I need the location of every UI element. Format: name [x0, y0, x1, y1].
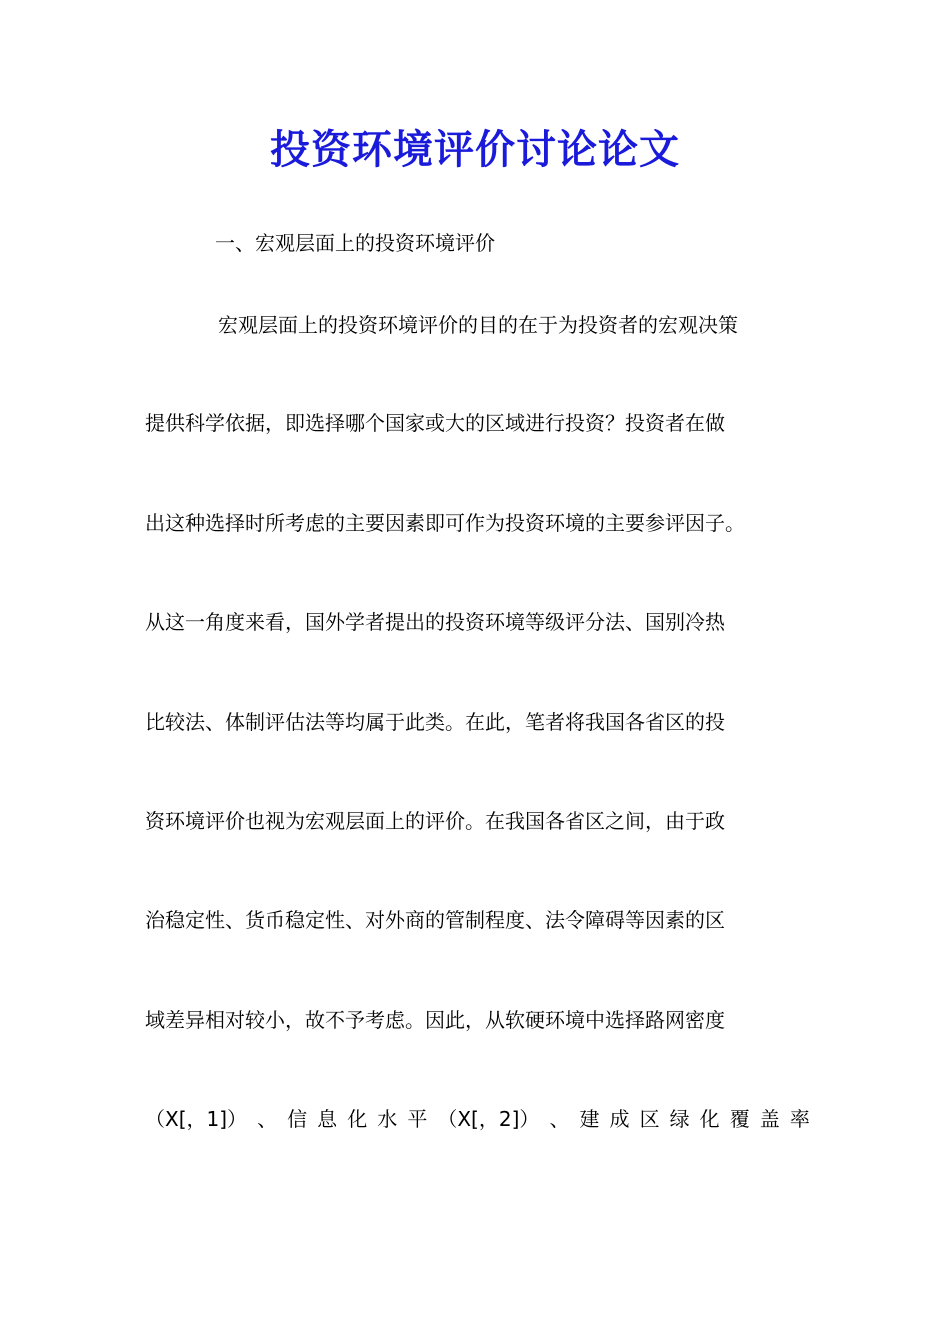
paragraph-line-justified	[145, 1104, 810, 1134]
paragraph-line: 出这种选择时所考虑的主要因素即可作为投资环境的主要参评因子。	[145, 511, 745, 535]
line-segment: （X[，2]）	[437, 1107, 540, 1131]
line-segment: 化	[699, 1107, 720, 1131]
page-title: 投资环境评价讨论论文	[270, 126, 680, 173]
line-segment: 盖	[759, 1107, 780, 1131]
section-heading: 一、宏观层面上的投资环境评价	[215, 231, 495, 255]
paragraph-line: 宏观层面上的投资环境评价的目的在于为投资者的宏观决策	[218, 313, 738, 337]
paragraph-line: 资环境评价也视为宏观层面上的评价。在我国各省区之间，由于政	[145, 809, 725, 833]
line-segment: 、	[549, 1107, 570, 1131]
line-segment: 建	[579, 1107, 600, 1131]
line-segment: 成	[609, 1107, 630, 1131]
line-segment: 绿	[669, 1107, 690, 1131]
paragraph-line: 域差异相对较小，故不予考虑。因此，从软硬环境中选择路网密度	[145, 1008, 725, 1032]
line-segment: 水	[377, 1107, 398, 1131]
line-segment: （X[，1]）	[145, 1107, 248, 1131]
line-segment: 、	[257, 1107, 278, 1131]
line-segment: 信	[287, 1107, 308, 1131]
line-segment: 覆	[729, 1107, 750, 1131]
line-segment: 化	[347, 1107, 368, 1131]
line-segment: 平	[407, 1107, 428, 1131]
paragraph-line: 从这一角度来看，国外学者提出的投资环境等级评分法、国别冷热	[145, 610, 725, 634]
paragraph-line: 治稳定性、货币稳定性、对外商的管制程度、法令障碍等因素的区	[145, 908, 725, 932]
line-segment: 率	[789, 1107, 810, 1131]
line-segment: 区	[639, 1107, 660, 1131]
paragraph-line: 比较法、体制评估法等均属于此类。在此，笔者将我国各省区的投	[145, 710, 725, 734]
paragraph-line: 提供科学依据，即选择哪个国家或大的区域进行投资？投资者在做	[145, 411, 725, 435]
line-segment: 息	[317, 1107, 338, 1131]
